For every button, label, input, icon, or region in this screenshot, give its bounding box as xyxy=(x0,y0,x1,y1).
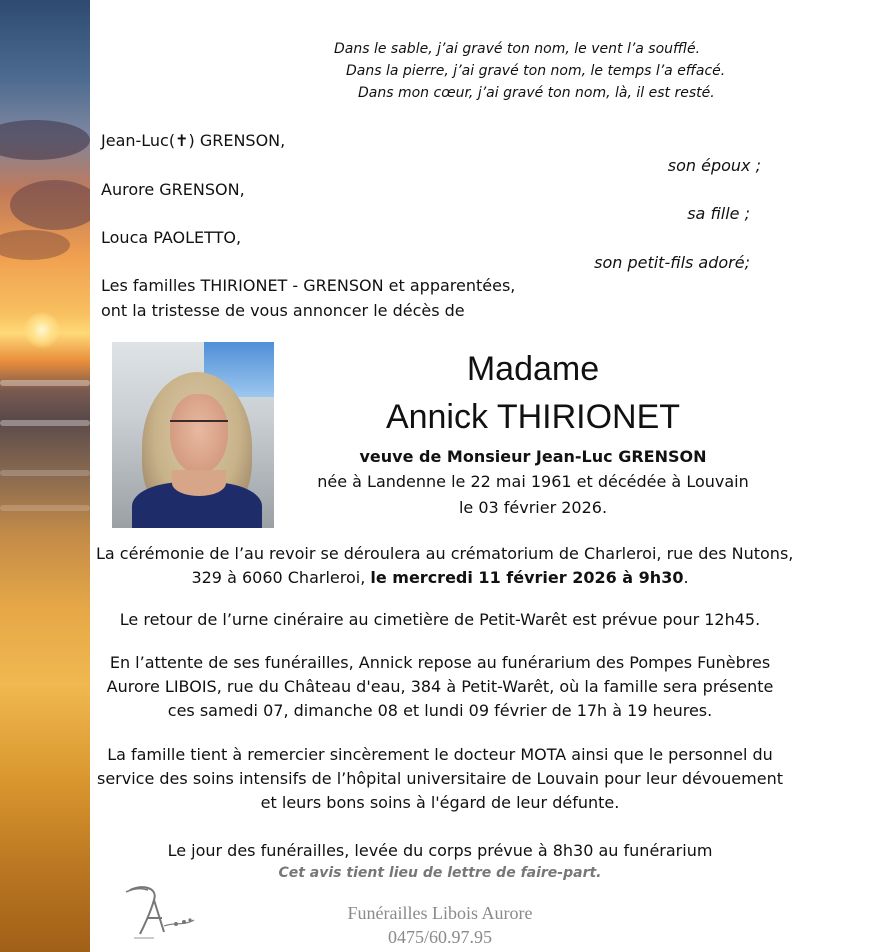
levee-line: Le jour des funérailles, levée du corps prévue à 8h30 au funérarium xyxy=(167,841,713,860)
spouse-name: Jean-Luc(✝) GRENSON, xyxy=(101,131,286,150)
poem-line: Dans le sable, j’ai gravé ton nom, le vent l’a soufflé. xyxy=(334,41,701,57)
poem xyxy=(320,38,740,104)
daughter-name: Aurore GRENSON, xyxy=(101,180,245,199)
grandson-relation: son petit-fils adoré; xyxy=(594,253,750,272)
funerarium-paragraph: En l’attente de ses funérailles, Annick repose au funérarium des Pompes Funèbres Aurore LIBOIS, rue du Château d'eau, 384 à Petit-Warêt, où la famille sera présente ces samedi 07, dimanche 08 et lundi 09 février de 17h à 19 heures. xyxy=(106,653,774,720)
grandson-name: Louca PAOLETTO, xyxy=(101,228,242,247)
spouse-relation: son époux ; xyxy=(667,156,761,175)
cross-icon: ✝ xyxy=(175,131,189,150)
death-date-line: le 03 février 2026. xyxy=(458,498,608,517)
notice-line: Cet avis tient lieu de lettre de faire-part. xyxy=(278,865,602,881)
thanks-paragraph: La famille tient à remercier sincèrement le docteur MOTA ainsi que le personnel du service des soins intensifs de l’hôpital universitaire de Louvain pour leur dévouement et leurs bons soins à l'égard de leur défunte. xyxy=(97,745,783,812)
families-line: Les familles THIRIONET - GRENSON et apparentées, xyxy=(101,276,516,295)
poem-line: Dans mon cœur, j’ai gravé ton nom, là, il est resté. xyxy=(358,85,715,101)
sunset-beach-border xyxy=(0,0,90,952)
deceased-name: Annick THIRIONET xyxy=(385,398,681,436)
funeral-home-phone: 0475/60.97.95 xyxy=(387,927,492,947)
funeral-home-name: Funérailles Libois Aurore xyxy=(347,903,533,923)
announcement-line: ont la tristesse de vous annoncer le décès de xyxy=(101,301,465,320)
urn-paragraph: Le retour de l’urne cinéraire au cimetière de Petit-Warêt est prévue pour 12h45. xyxy=(119,610,761,629)
sun-glow xyxy=(24,312,60,348)
widow-line: veuve de Monsieur Jean-Luc GRENSON xyxy=(359,447,707,466)
birth-death-line: née à Landenne le 22 mai 1961 et décédée à Louvain xyxy=(317,472,749,491)
portrait-photo xyxy=(112,342,274,528)
daughter-relation: sa fille ; xyxy=(687,204,750,223)
deceased-title: Madame xyxy=(466,350,600,388)
ceremony-paragraph: La cérémonie de l’au revoir se déroulera au crématorium de Charleroi, rue des Nutons, 329 à 6060 Charleroi, le mercredi 11 février 2026 à 9h30. xyxy=(96,544,794,587)
poem-line: Dans la pierre, j’ai gravé ton nom, le temps l’a effacé. xyxy=(346,63,726,79)
funeral-home-logo xyxy=(124,882,200,942)
